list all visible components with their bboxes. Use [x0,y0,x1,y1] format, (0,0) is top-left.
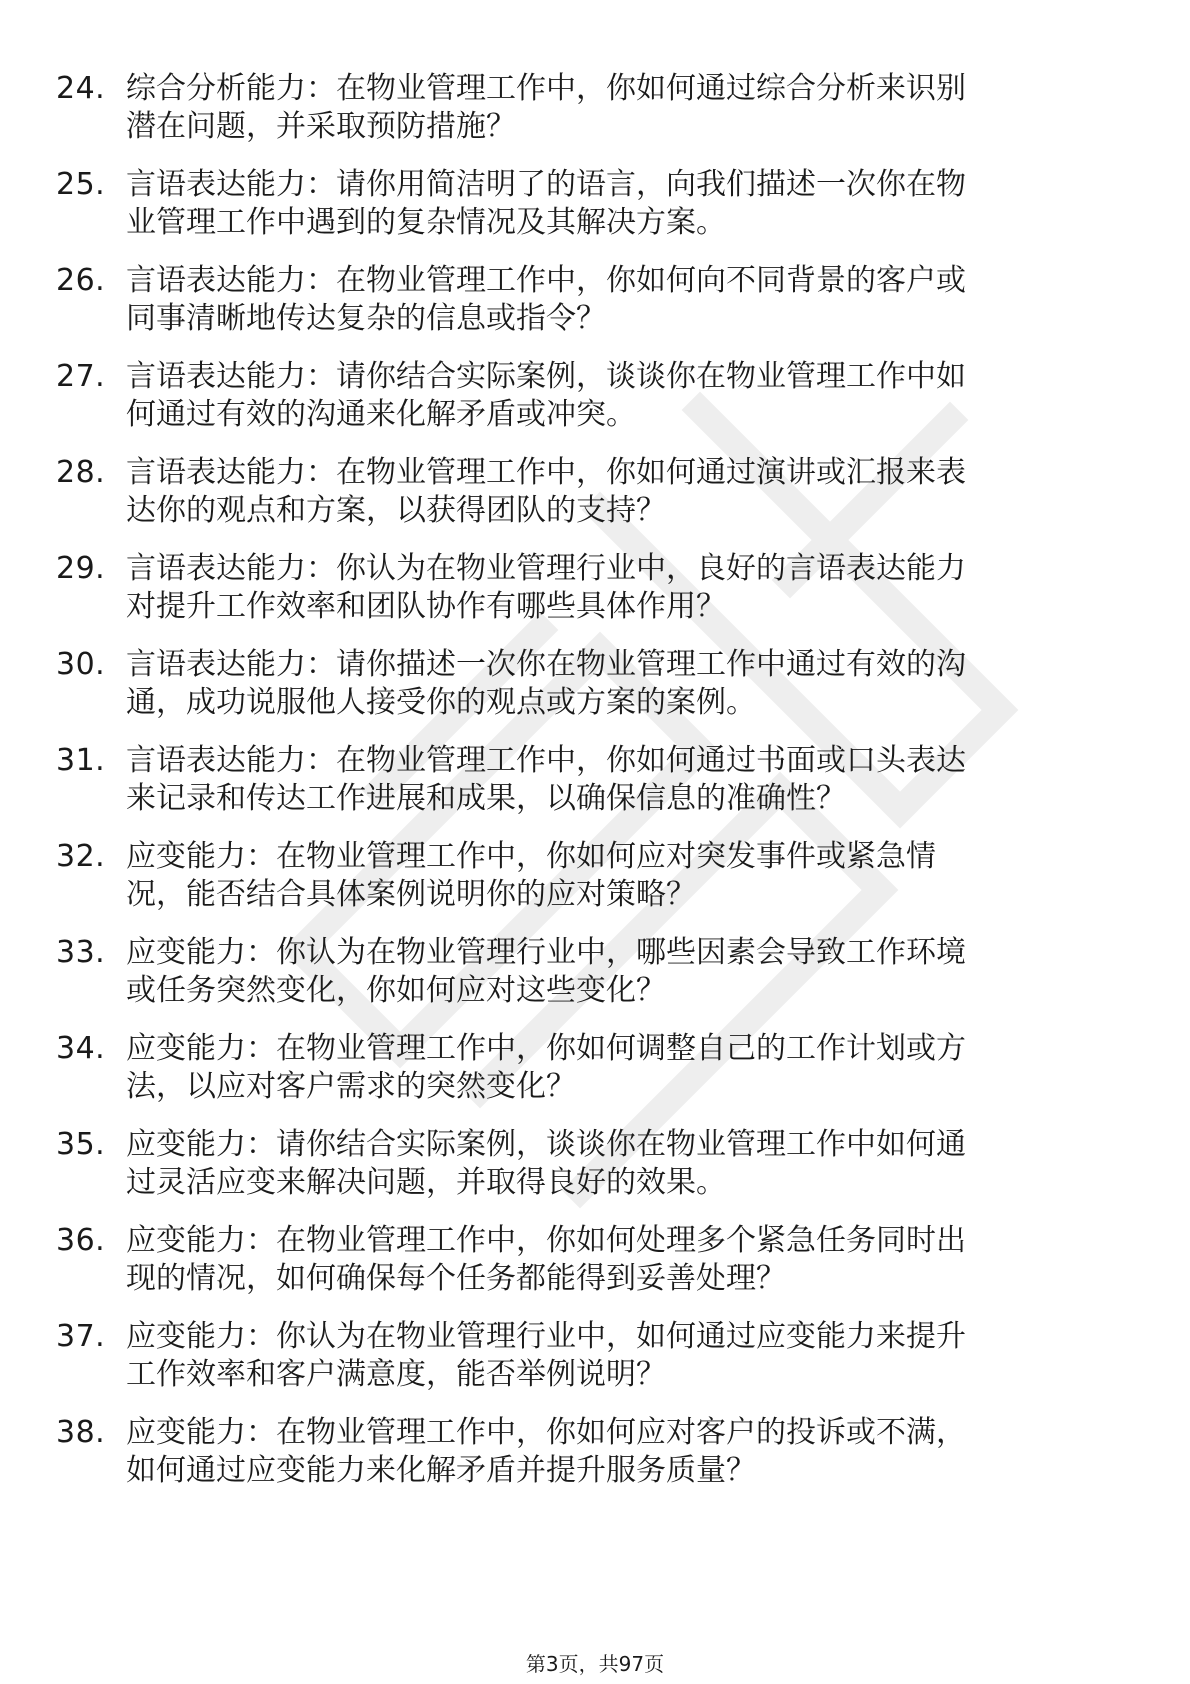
question-item [0,742,1190,842]
question-text-line: 过灵活应变来解决问题，并取得良好的效果。 [126,1165,726,1200]
question-text-line: 综合分析能力：在物业管理工作中，你如何通过综合分析来识别 [126,71,966,106]
question-number: 29. [56,551,106,586]
question-text-line: 工作效率和客户满意度，能否举例说明？ [126,1357,666,1392]
question-text [126,262,1126,338]
question-item [0,646,1190,746]
question-item [0,934,1190,1034]
question-text-line: 应变能力：请你结合实际案例，谈谈你在物业管理工作中如何通 [126,1127,966,1162]
question-text-line: 况，能否结合具体案例说明你的应对策略？ [126,877,696,912]
page-number: 第3页，共97页 [525,1652,665,1676]
question-number: 27. [56,359,106,394]
question-text [126,70,1126,146]
question-item [0,1318,1190,1418]
question-number: 38. [56,1415,106,1450]
question-text-line: 或任务突然变化，你如何应对这些变化？ [126,973,666,1008]
question-text [126,646,1126,722]
question-item [0,262,1190,362]
question-item [0,1414,1190,1514]
question-text-line: 现的情况，如何确保每个任务都能得到妥善处理？ [126,1261,786,1296]
question-text-line: 言语表达能力：在物业管理工作中，你如何通过书面或口头表达 [126,743,966,778]
question-text [126,550,1126,626]
question-item [0,70,1190,170]
question-text-line: 同事清晰地传达复杂的信息或指令？ [126,301,606,336]
question-text-line: 应变能力：在物业管理工作中，你如何处理多个紧急任务同时出 [126,1223,966,1258]
question-item [0,454,1190,554]
question-text [126,1030,1126,1106]
question-text [126,358,1126,434]
question-number: 24. [56,71,106,106]
question-text-line: 法，以应对客户需求的突然变化？ [126,1069,576,1104]
question-number: 30. [56,647,106,682]
question-text-line: 应变能力：你认为在物业管理行业中，哪些因素会导致工作环境 [126,935,966,970]
question-text-line: 应变能力：在物业管理工作中，你如何应对突发事件或紧急情 [126,839,936,874]
question-text [126,166,1126,242]
question-text [126,838,1126,914]
question-text-line: 业管理工作中遇到的复杂情况及其解决方案。 [126,205,726,240]
question-text-line: 达你的观点和方案，以获得团队的支持？ [126,493,666,528]
question-number: 33. [56,935,106,970]
question-text-line: 对提升工作效率和团队协作有哪些具体作用？ [126,589,726,624]
question-text-line: 来记录和传达工作进展和成果，以确保信息的准确性？ [126,781,846,816]
question-text-line: 应变能力：在物业管理工作中，你如何应对客户的投诉或不满， [126,1415,966,1450]
question-text-line: 言语表达能力：请你用简洁明了的语言，向我们描述一次你在物 [126,167,966,202]
question-text [126,934,1126,1010]
question-number: 36. [56,1223,106,1258]
question-text-line: 言语表达能力：你认为在物业管理行业中，良好的言语表达能力 [126,551,966,586]
question-text-line: 应变能力：你认为在物业管理行业中，如何通过应变能力来提升 [126,1319,966,1354]
question-item [0,550,1190,650]
question-number: 31. [56,743,106,778]
question-item [0,358,1190,458]
question-number: 37. [56,1319,106,1354]
question-text [126,1414,1126,1490]
question-item [0,1126,1190,1226]
question-text [126,454,1126,530]
question-text-line: 应变能力：在物业管理工作中，你如何调整自己的工作计划或方 [126,1031,966,1066]
question-text-line: 如何通过应变能力来化解矛盾并提升服务质量？ [126,1453,756,1488]
question-text-line: 言语表达能力：在物业管理工作中，你如何向不同背景的客户或 [126,263,966,298]
question-item [0,1222,1190,1322]
question-text [126,1318,1126,1394]
question-text [126,1222,1126,1298]
question-text-line: 何通过有效的沟通来化解矛盾或冲突。 [126,397,636,432]
question-text-line: 言语表达能力：请你结合实际案例，谈谈你在物业管理工作中如 [126,359,966,394]
question-text-line: 潜在问题，并采取预防措施？ [126,109,516,144]
question-number: 34. [56,1031,106,1066]
question-item [0,838,1190,938]
question-text [126,1126,1126,1202]
question-number: 25. [56,167,106,202]
question-text [126,742,1126,818]
question-text-line: 言语表达能力：请你描述一次你在物业管理工作中通过有效的沟 [126,647,966,682]
question-text-line: 言语表达能力：在物业管理工作中，你如何通过演讲或汇报来表 [126,455,966,490]
question-text-line: 通，成功说服他人接受你的观点或方案的案例。 [126,685,756,720]
question-number: 28. [56,455,106,490]
question-item [0,166,1190,266]
question-item [0,1030,1190,1130]
question-number: 26. [56,263,106,298]
question-number: 35. [56,1127,106,1162]
question-number: 32. [56,839,106,874]
